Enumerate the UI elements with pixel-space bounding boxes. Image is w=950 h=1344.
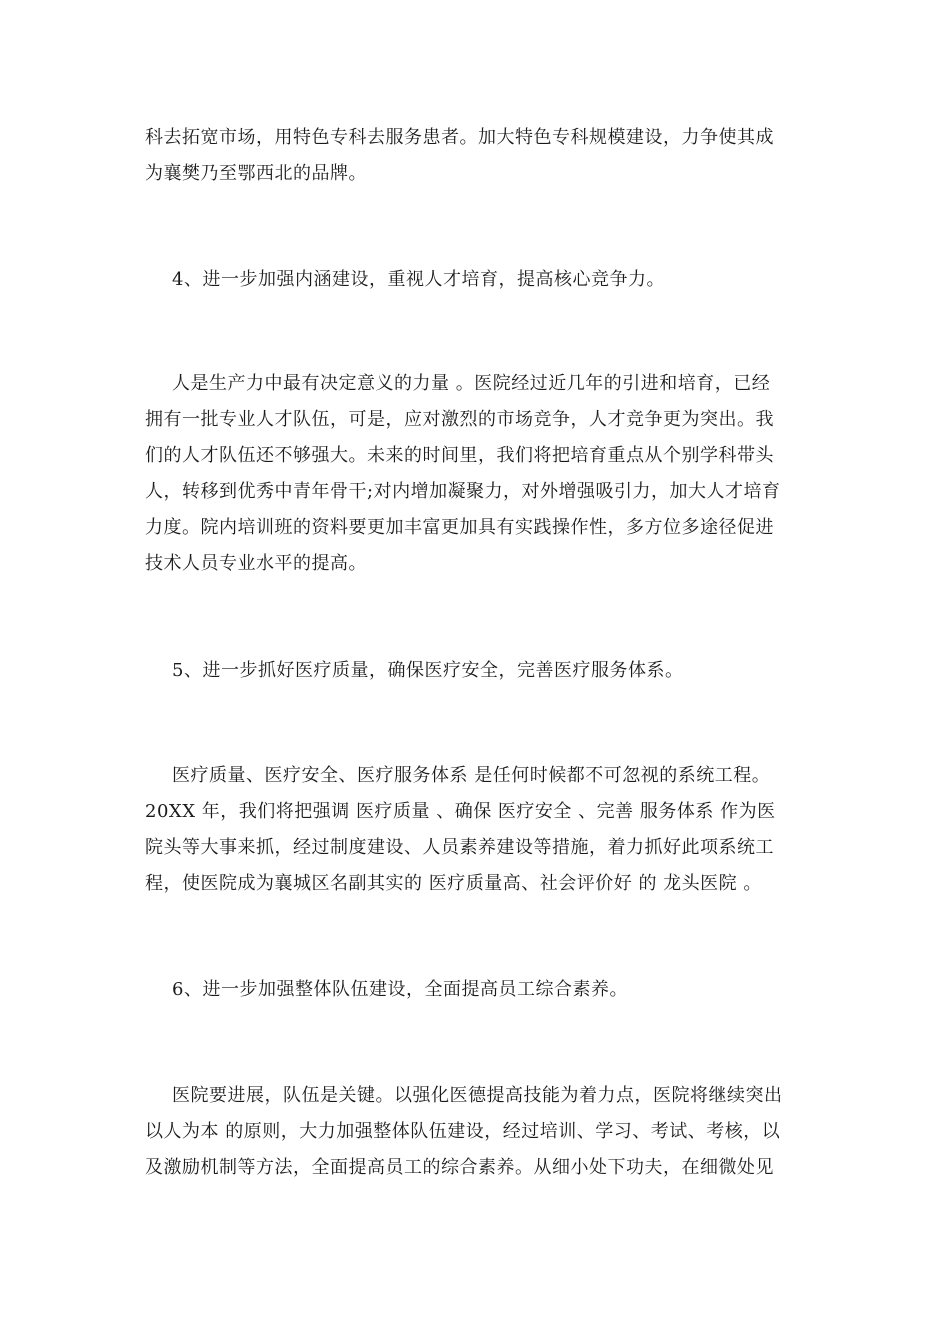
- section-heading-5: 5、进一步抓好医疗质量，确保医疗安全，完善医疗服务体系。: [172, 660, 684, 681]
- paragraph-line: 20XX 年，我们将把强调 医疗质量 、确保 医疗安全 、完善 服务体系 作为医: [145, 801, 776, 822]
- section-heading-6: 6、进一步加强整体队伍建设，全面提高员工综合素养。: [172, 979, 628, 1000]
- paragraph-line: 程，使医院成为襄城区名副其实的 医疗质量高、社会评价好 的 龙头医院 。: [145, 873, 762, 894]
- paragraph-line: 及激励机制等方法，全面提高员工的综合素养。从细小处下功夫，在细微处见: [145, 1157, 774, 1178]
- paragraph-line: 医院要进展，队伍是关键。以强化医德提高技能为着力点，医院将继续突出: [172, 1085, 783, 1106]
- section-heading-4: 4、进一步加强内涵建设，重视人才培育，提高核心竞争力。: [172, 269, 665, 290]
- paragraph-line: 院头等大事来抓，经过制度建设、人员素养建设等措施，着力抓好此项系统工: [145, 837, 774, 858]
- paragraph-line: 技术人员专业水平的提高。: [145, 553, 367, 574]
- paragraph-line: 人是生产力中最有决定意义的力量 。医院经过近几年的引进和培育，已经: [172, 373, 771, 394]
- paragraph-line: 以人为本 的原则，大力加强整体队伍建设，经过培训、学习、考试、考核，以: [145, 1121, 781, 1142]
- paragraph-line: 为襄樊乃至鄂西北的品牌。: [145, 163, 367, 184]
- paragraph-line: 们的人才队伍还不够强大。未来的时间里，我们将把培育重点从个别学科带头: [145, 445, 774, 466]
- paragraph-line: 医疗质量、医疗安全、医疗服务体系 是任何时候都不可忽视的系统工程。: [172, 765, 771, 786]
- paragraph-line: 人，转移到优秀中青年骨干;对内增加凝聚力，对外增强吸引力，加大人才培育: [145, 481, 781, 502]
- paragraph-line: 科去拓宽市场，用特色专科去服务患者。加大特色专科规模建设，力争使其成: [145, 127, 774, 148]
- paragraph-line: 力度。院内培训班的资料要更加丰富更加具有实践操作性，多方位多途径促进: [145, 517, 774, 538]
- paragraph-line: 拥有一批专业人才队伍，可是，应对激烈的市场竞争，人才竞争更为突出。我: [145, 409, 774, 430]
